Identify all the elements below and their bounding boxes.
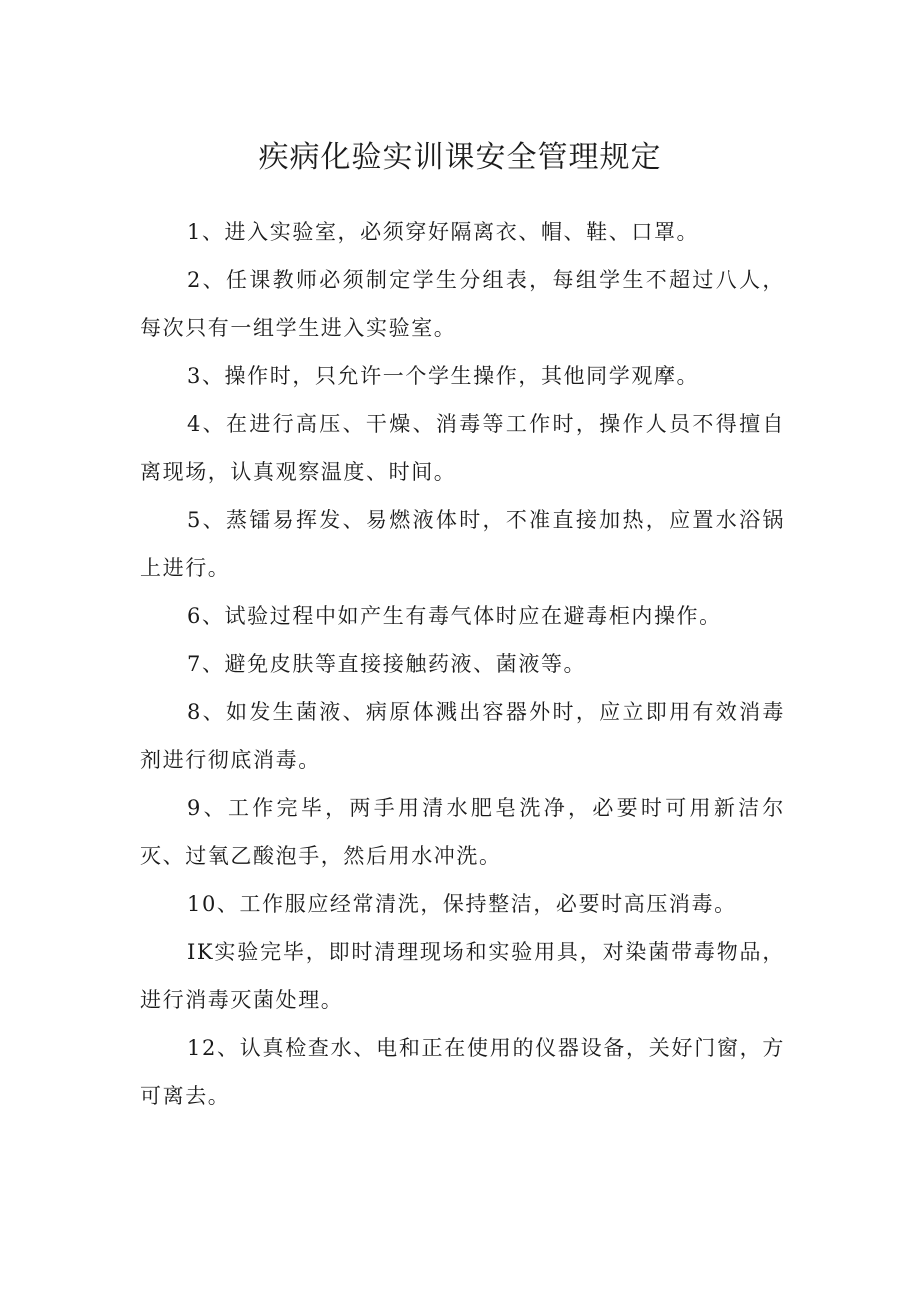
- rule-paragraph-9: 9、工作完毕，两手用清水肥皂洗净，必要时可用新洁尔灭、过氧乙酸泡手，然后用水冲洗。: [140, 796, 785, 868]
- rule-paragraph-2: 2、任课教师必须制定学生分组表，每组学生不超过八人，每次只有一组学生进入实验室。: [140, 268, 785, 340]
- document-body: [140, 208, 785, 1120]
- rule-paragraph-3: 3、操作时，只允许一个学生操作，其他同学观摩。: [187, 364, 700, 388]
- rule-paragraph-8: 8、如发生菌液、病原体溅出容器外时，应立即用有效消毒剂进行彻底消毒。: [140, 700, 785, 772]
- rule-paragraph-7: 7、避免皮肤等直接接触药液、菌液等。: [187, 652, 587, 676]
- rule-paragraph-10: 10、工作服应经常清洗，保持整洁，必要时高压消毒。: [187, 892, 737, 916]
- rule-paragraph-1: 1、进入实验室，必须穿好隔离衣、帽、鞋、口罩。: [187, 220, 700, 244]
- rule-paragraph-4: 4、在进行高压、干燥、消毒等工作时，操作人员不得擅自离现场，认真观察温度、时间。: [140, 412, 785, 484]
- rule-paragraph-12: 12、认真检查水、电和正在使用的仪器设备，关好门窗，方可离去。: [140, 1036, 785, 1108]
- rule-paragraph-6: 6、试验过程中如产生有毒气体时应在避毒柜内操作。: [187, 604, 722, 628]
- rule-paragraph-5: 5、蒸镭易挥发、易燃液体时，不准直接加热，应置水浴锅上进行。: [140, 508, 785, 580]
- document-title: 疾病化验实训课安全管理规定: [258, 140, 662, 175]
- rule-paragraph-11: IK实验完毕，即时清理现场和实验用具，对染菌带毒物品，进行消毒灭菌处理。: [140, 940, 785, 1012]
